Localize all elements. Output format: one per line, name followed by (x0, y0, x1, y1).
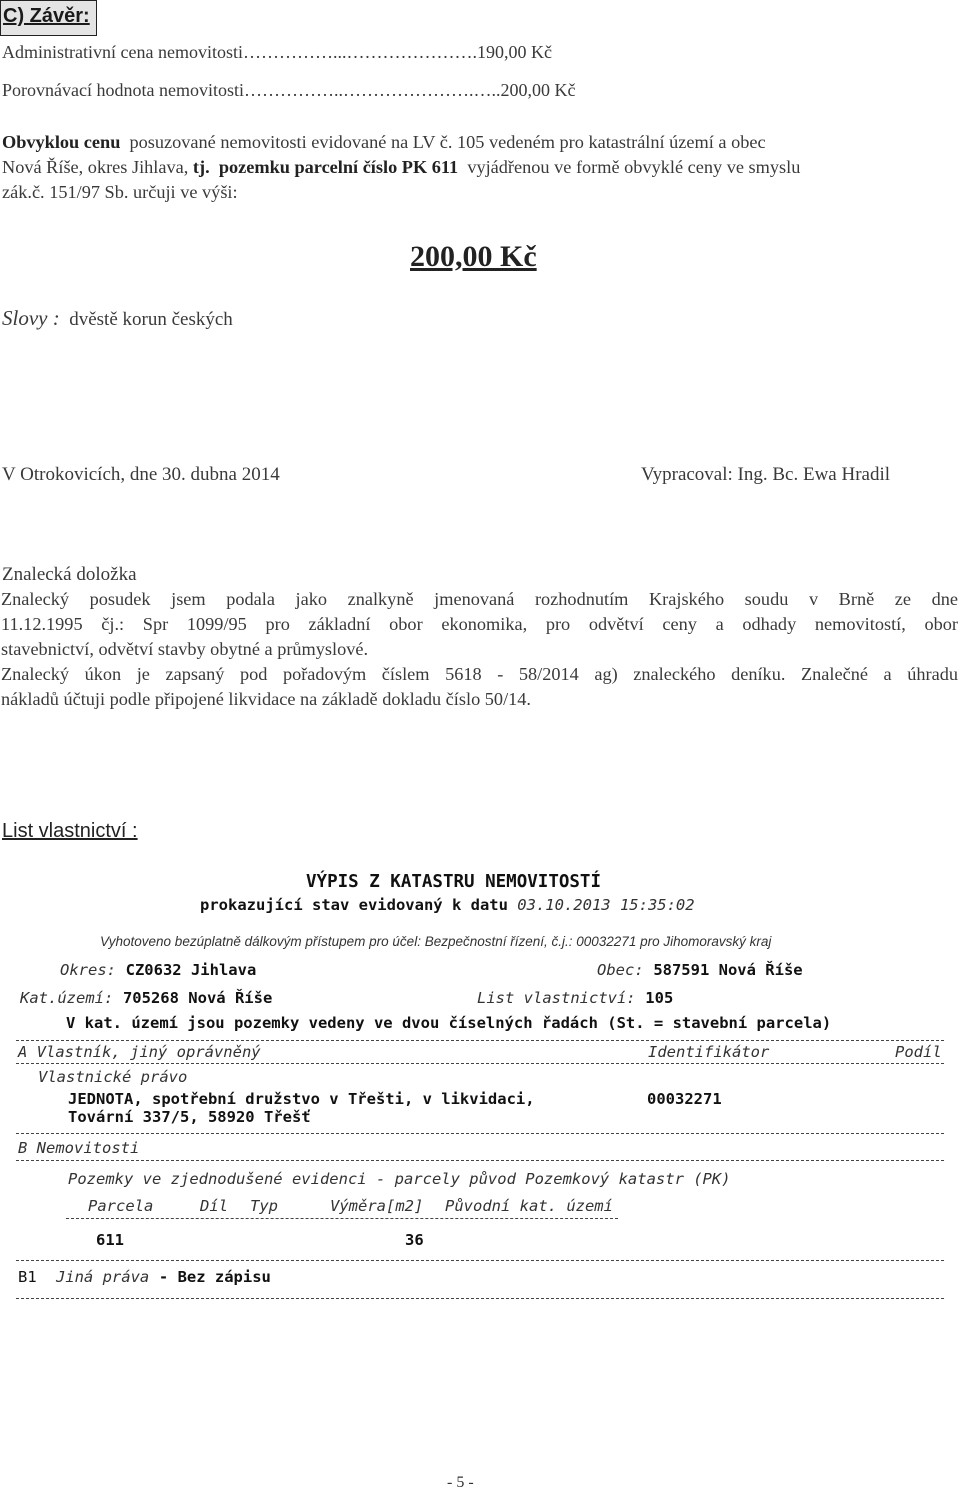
cadastre-subtitle-text: prokazující stav evidovaný k datu (200, 896, 508, 914)
separator-b (16, 1133, 944, 1134)
cadastral-area-value: 705268 Nová Říše (122, 989, 273, 1007)
cadastre-issued-note: Vyhotoveno bezúplatně dálkovým přístupem pro účel: Bezpečnostní řízení, č.j.: 00032271 pro Jihomoravský kraj (100, 934, 772, 949)
owner-identifier: 00032271 (647, 1090, 722, 1108)
origin-column-header: Původní kat. území (445, 1197, 613, 1215)
share-column-header: Podíl (895, 1043, 942, 1061)
section-b1-label: B1 (18, 1268, 37, 1286)
parcel-reference: pozemku parcelní číslo PK 611 (218, 157, 459, 177)
conclusion-line2-rest: vyjádřenou ve formě obvyklé ceny ve smyslu (467, 157, 801, 177)
section-title: C) Závěr: (3, 5, 90, 27)
district-value: CZ0632 Jihlava (125, 961, 257, 979)
cadastre-note: V kat. území jsou pozemky vedeny ve dvou číselných řadách (St. = stavební parcela) (66, 1014, 832, 1032)
place-date: V Otrokovicích, dne 30. dubna 2014 (2, 464, 280, 485)
conclusion-line1-text: posuzované nemovitosti evidované na LV č. 105 vedeném pro katastrální území a obec (129, 132, 766, 152)
clause-line-3: stavebnictví, odvětví stavby obytné a průmyslové. (1, 639, 369, 659)
compare-label: Porovnávací hodnota nemovitosti (2, 80, 244, 100)
words-text: dvěstě korun českých (69, 309, 233, 330)
other-rights-label: Jiná práva (55, 1268, 150, 1286)
admin-label: Administrativní cena nemovitosti (2, 42, 243, 62)
clause-line-4: Znalecký úkon je zapsaný pod pořadovým číslem 5618 - 58/2014 ag) znaleckého deníku. Znalečné a úhradu (1, 664, 958, 684)
municipality-row (597, 960, 803, 979)
section-a-heading: A Vlastník, jiný oprávněný (18, 1043, 261, 1061)
conclusion-tj: tj. (192, 157, 210, 177)
admin-dots: ……………...…………………. (242, 42, 477, 62)
conclusion-line-2 (2, 155, 800, 180)
clause-title: Znalecká doložka (2, 564, 137, 585)
page-number: - 5 - (447, 1474, 474, 1491)
parcel-area: 36 (405, 1231, 424, 1249)
owner-line-2: Tovární 337/5, 58920 Třešť (68, 1108, 311, 1126)
amount-in-words (2, 306, 233, 331)
cadastre-date: 03.10.2013 15:35:02 (517, 896, 695, 914)
separator-parcels-header (66, 1218, 618, 1219)
ownership-heading: List vlastnictví : (2, 820, 138, 842)
lv-value: 105 (645, 989, 674, 1007)
separator-a-header (16, 1063, 944, 1064)
other-rights-value: - Bez zápisu (158, 1268, 271, 1286)
compare-dots: ……………..………………….….. (243, 80, 501, 100)
identifier-column-header: Identifikátor (648, 1043, 770, 1061)
ownership-right-label: Vlastnické právo (38, 1068, 188, 1086)
compare-value: 200,00 Kč (500, 80, 576, 100)
cadastral-area-row (20, 988, 272, 1007)
type-column-header: Typ (250, 1197, 278, 1215)
parcels-heading: Pozemky ve zjednodušené evidenci - parcely původ Pozemkový katastr (PK) (68, 1170, 731, 1188)
usual-price-label: Obvyklou cenu (2, 132, 121, 152)
conclusion-line-1 (2, 130, 766, 155)
owner-line-1: JEDNOTA, spotřební družstvo v Třešti, v likvidaci, (68, 1090, 535, 1108)
admin-value: 190,00 Kč (476, 42, 552, 62)
cadastral-area-label: Kat.území: (20, 989, 114, 1007)
separator-end (16, 1298, 944, 1299)
section-b-heading: B Nemovitosti (18, 1139, 140, 1157)
district-row (60, 960, 256, 979)
clause-line-2: 11.12.1995 čj.: Spr 1099/95 pro základní obor ekonomika, pro odvětví ceny a odhady nemovitostí, obor (1, 614, 958, 634)
part-column-header: Díl (200, 1197, 228, 1215)
admin-value-line (2, 42, 552, 63)
cadastre-subtitle (200, 896, 695, 914)
author: Vypracoval: Ing. Bc. Ewa Hradil (641, 464, 891, 485)
lv-label: List vlastnictví: (477, 989, 636, 1007)
parcel-number: 611 (96, 1231, 124, 1249)
clause-line-5: nákladů účtuji podle připojené likvidace na základě dokladu číslo 50/14. (1, 689, 531, 709)
conclusion-line2-text: Nová Říše, okres Jihlava, (2, 157, 189, 177)
municipality-value: 587591 Nová Říše (653, 961, 803, 979)
separator-b1 (16, 1260, 944, 1261)
compare-value-line (2, 80, 575, 101)
municipality-label: Obec: (597, 961, 644, 979)
lv-row (477, 988, 673, 1007)
cadastre-title: VÝPIS Z KATASTRU NEMOVITOSTÍ (306, 872, 602, 892)
other-rights-row (18, 1267, 271, 1286)
separator-a (16, 1040, 944, 1041)
conclusion-line-3 (2, 180, 238, 205)
clause-line-1: Znalecký posudek jsem podala jako znalkyně jmenovaná rozhodnutím Krajského soudu v Brně ze dne (1, 589, 958, 609)
words-label: Slovy : (2, 306, 60, 330)
parcel-column-header: Parcela (88, 1197, 154, 1215)
area-column-header: Výměra[m2] (330, 1197, 424, 1215)
district-label: Okres: (60, 961, 116, 979)
final-amount: 200,00 Kč (410, 240, 537, 273)
section-title-box (0, 0, 97, 36)
separator-b-header (16, 1160, 944, 1161)
conclusion-line3-text: zák.č. 151/97 Sb. určuji ve výši: (2, 182, 238, 202)
